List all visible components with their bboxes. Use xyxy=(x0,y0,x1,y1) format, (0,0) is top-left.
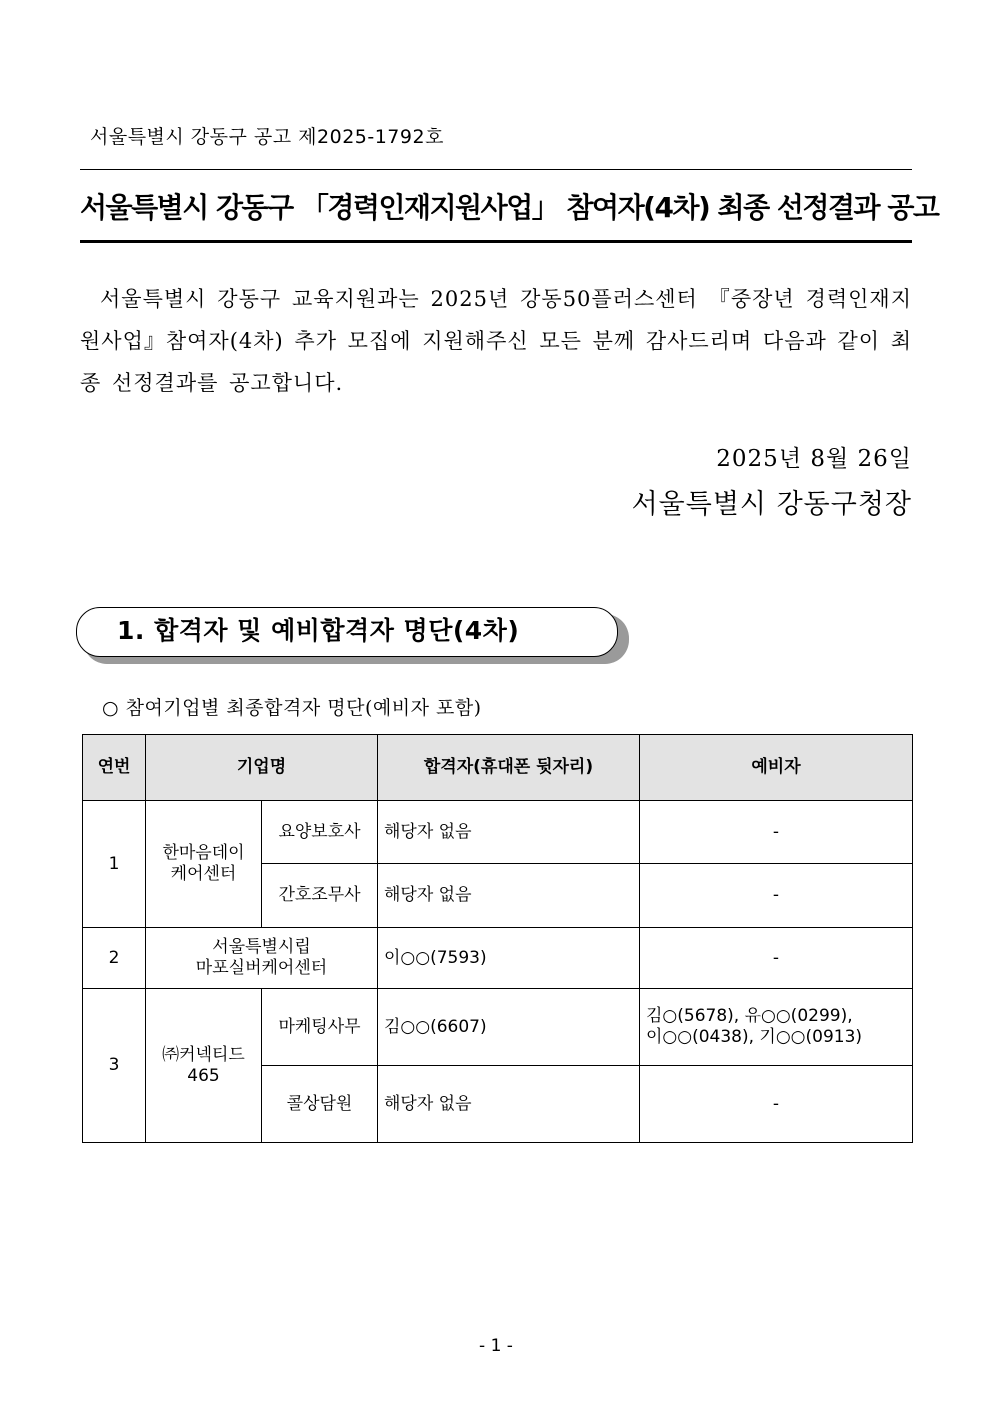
body-paragraph: 서울특별시 강동구 교육지원과는 2025년 강동50플러스센터 『중장년 경력인재지원사업』참여자(4차) 추가 모집에 지원해주신 모든 분께 감사드리며 다음과 같이 최종 선정결과를 공고합니다. xyxy=(80,287,912,395)
passer-cell: 해당자 없음 xyxy=(378,801,640,864)
reserve-cell: - xyxy=(640,864,913,928)
reserve-cell: - xyxy=(640,1066,913,1143)
reserve-cell: 김○(5678), 유○○(0299), 이○○(0438), 기○○(0913) xyxy=(640,989,913,1066)
section-heading: 1. 합격자 및 예비합격자 명단(4차) xyxy=(76,607,618,657)
row-no: 2 xyxy=(83,928,146,989)
reserve-cell: - xyxy=(640,801,913,864)
job-title: 마케팅사무 xyxy=(262,989,378,1066)
company-name: ㈜커넥티드 465 xyxy=(146,989,262,1143)
title-divider xyxy=(80,240,912,243)
row-no: 3 xyxy=(83,989,146,1143)
row-no: 1 xyxy=(83,801,146,928)
company-name: 서울특별시립 마포실버케어센터 xyxy=(146,928,378,989)
table-caption: ○ 참여기업별 최종합격자 명단(예비자 포함) xyxy=(102,697,482,719)
header-no: 연번 xyxy=(83,735,146,801)
table-row xyxy=(83,989,913,1066)
top-divider xyxy=(80,169,912,170)
reserve-cell: - xyxy=(640,928,913,989)
signature-date: 2025년 8월 26일 xyxy=(716,446,912,472)
notice-number: 서울특별시 강동구 공고 제2025-1792호 xyxy=(90,126,444,148)
passer-cell: 김○○(6607) xyxy=(378,989,640,1066)
header-reserve: 예비자 xyxy=(640,735,913,801)
signature-organization: 서울특별시 강동구청장 xyxy=(631,489,912,520)
passer-cell: 이○○(7593) xyxy=(378,928,640,989)
job-title: 콜상담원 xyxy=(262,1066,378,1143)
table-row xyxy=(83,801,913,864)
job-title: 간호조무사 xyxy=(262,864,378,928)
header-passers: 합격자(휴대폰 뒷자리) xyxy=(378,735,640,801)
page-number: - 1 - xyxy=(479,1336,513,1356)
company-name: 한마음데이 케어센터 xyxy=(146,801,262,928)
page-title: 서울특별시 강동구 「경력인재지원사업」 참여자(4차) 최종 선정결과 공고 xyxy=(80,191,939,224)
passer-cell: 해당자 없음 xyxy=(378,864,640,928)
passer-cell: 해당자 없음 xyxy=(378,1066,640,1143)
results-table xyxy=(82,734,913,1143)
header-company: 기업명 xyxy=(146,735,378,801)
table-header-row xyxy=(83,735,913,801)
table-row xyxy=(83,928,913,989)
job-title: 요양보호사 xyxy=(262,801,378,864)
